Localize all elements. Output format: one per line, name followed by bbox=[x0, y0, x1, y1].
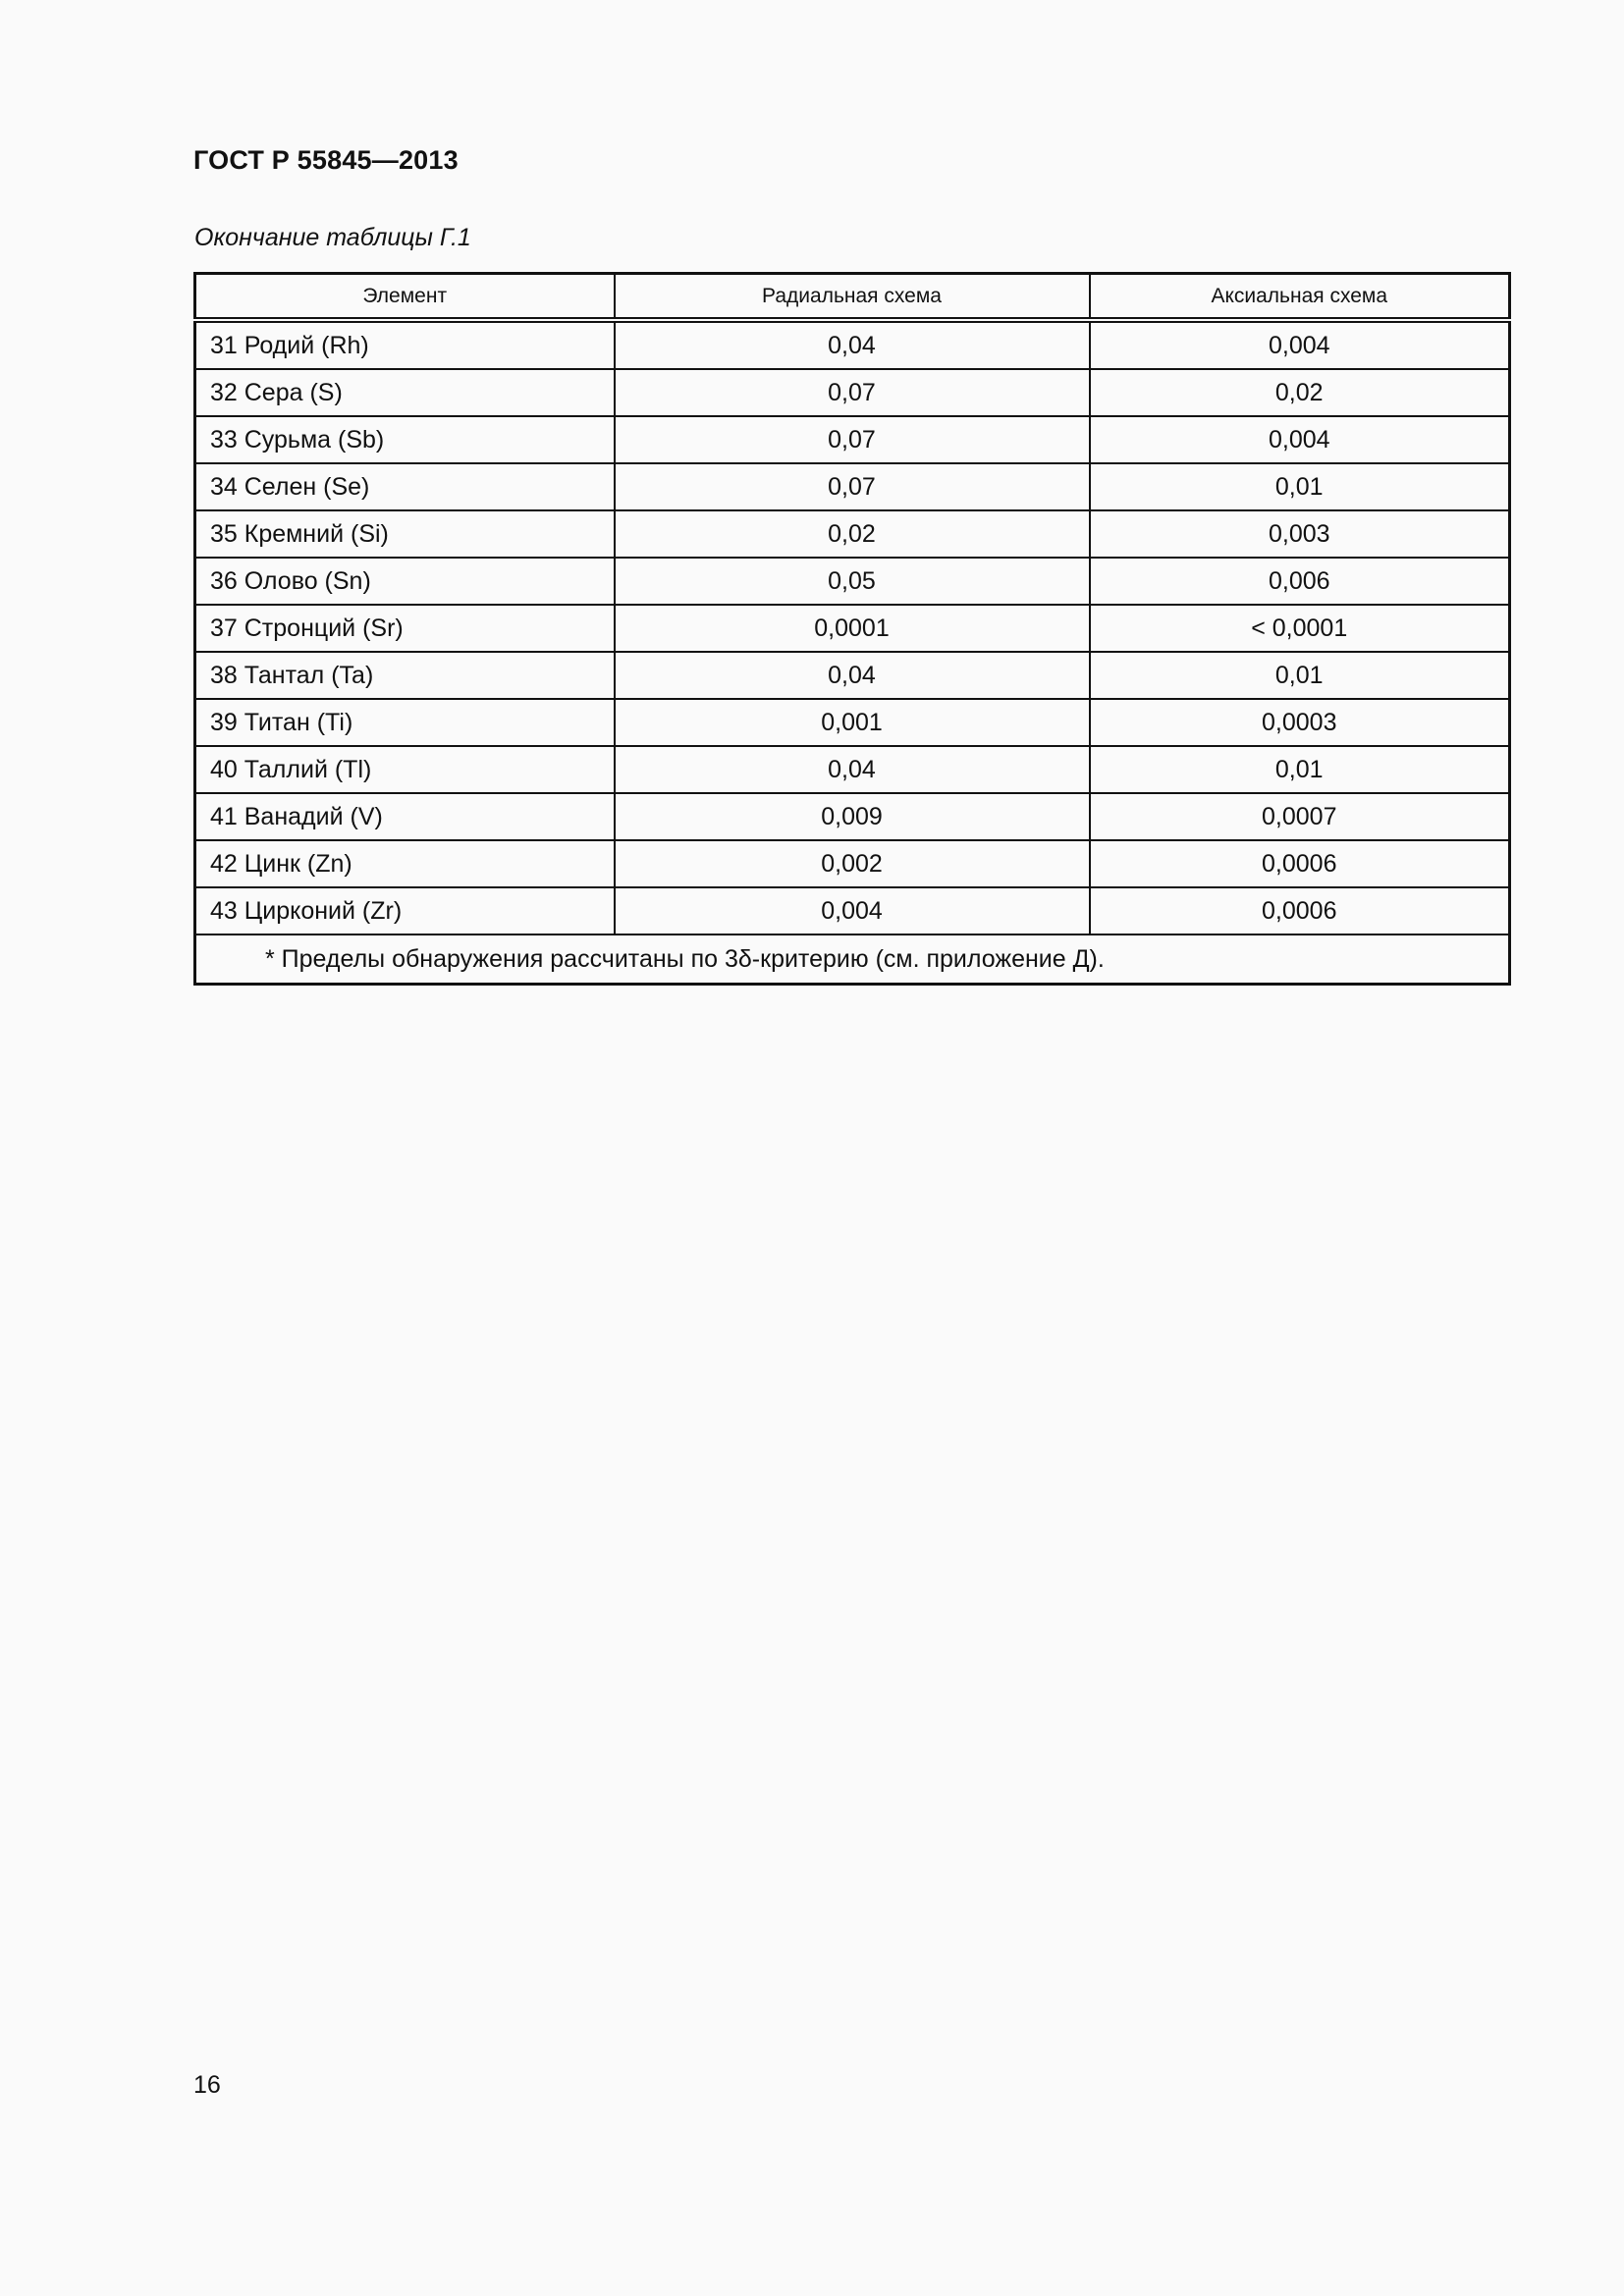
cell-axial: 0,01 bbox=[1090, 746, 1510, 793]
table-row bbox=[195, 699, 1510, 746]
table-row bbox=[195, 463, 1510, 510]
cell-element: 35 Кремний (Si) bbox=[195, 510, 615, 558]
cell-radial: 0,04 bbox=[615, 746, 1090, 793]
table-row bbox=[195, 605, 1510, 652]
cell-element: 33 Сурьма (Sb) bbox=[195, 416, 615, 463]
cell-radial: 0,07 bbox=[615, 416, 1090, 463]
cell-element: 34 Селен (Se) bbox=[195, 463, 615, 510]
cell-axial: 0,003 bbox=[1090, 510, 1510, 558]
cell-axial: 0,006 bbox=[1090, 558, 1510, 605]
cell-element: 37 Стронций (Sr) bbox=[195, 605, 615, 652]
cell-radial: 0,04 bbox=[615, 652, 1090, 699]
table-footnote: * Пределы обнаружения рассчитаны по 3δ-критерию (см. приложение Д). bbox=[195, 934, 1510, 985]
table-row bbox=[195, 840, 1510, 887]
cell-radial: 0,05 bbox=[615, 558, 1090, 605]
table-header-row bbox=[195, 274, 1510, 321]
cell-element: 41 Ванадий (V) bbox=[195, 793, 615, 840]
cell-element: 31 Родий (Rh) bbox=[195, 320, 615, 369]
cell-axial: 0,0006 bbox=[1090, 887, 1510, 934]
column-header-axial: Аксиальная схема bbox=[1090, 274, 1510, 321]
table-footnote-row bbox=[195, 934, 1510, 985]
cell-axial: 0,0007 bbox=[1090, 793, 1510, 840]
cell-axial: 0,004 bbox=[1090, 416, 1510, 463]
cell-axial: 0,02 bbox=[1090, 369, 1510, 416]
table-row bbox=[195, 887, 1510, 934]
cell-element: 38 Тантал (Ta) bbox=[195, 652, 615, 699]
table-row bbox=[195, 416, 1510, 463]
cell-axial: 0,01 bbox=[1090, 652, 1510, 699]
cell-radial: 0,07 bbox=[615, 463, 1090, 510]
cell-axial: 0,0003 bbox=[1090, 699, 1510, 746]
table-caption: Окончание таблицы Г.1 bbox=[194, 224, 471, 251]
cell-radial: 0,0001 bbox=[615, 605, 1090, 652]
table-row bbox=[195, 558, 1510, 605]
cell-element: 42 Цинк (Zn) bbox=[195, 840, 615, 887]
cell-radial: 0,07 bbox=[615, 369, 1090, 416]
cell-radial: 0,001 bbox=[615, 699, 1090, 746]
cell-radial: 0,004 bbox=[615, 887, 1090, 934]
cell-radial: 0,04 bbox=[615, 320, 1090, 369]
table-row bbox=[195, 652, 1510, 699]
cell-axial: 0,0006 bbox=[1090, 840, 1510, 887]
cell-radial: 0,02 bbox=[615, 510, 1090, 558]
table-row bbox=[195, 793, 1510, 840]
table-row bbox=[195, 510, 1510, 558]
cell-axial: 0,004 bbox=[1090, 320, 1510, 369]
cell-element: 40 Таллий (Tl) bbox=[195, 746, 615, 793]
document-id: ГОСТ Р 55845—2013 bbox=[193, 145, 459, 175]
cell-element: 32 Сера (S) bbox=[195, 369, 615, 416]
column-header-element: Элемент bbox=[195, 274, 615, 321]
cell-element: 39 Титан (Ti) bbox=[195, 699, 615, 746]
cell-axial: 0,01 bbox=[1090, 463, 1510, 510]
cell-element: 36 Олово (Sn) bbox=[195, 558, 615, 605]
cell-element: 43 Цирконий (Zr) bbox=[195, 887, 615, 934]
table-row bbox=[195, 369, 1510, 416]
cell-radial: 0,002 bbox=[615, 840, 1090, 887]
column-header-radial: Радиальная схема bbox=[615, 274, 1090, 321]
cell-axial: < 0,0001 bbox=[1090, 605, 1510, 652]
cell-radial: 0,009 bbox=[615, 793, 1090, 840]
detection-limits-table bbox=[193, 272, 1511, 986]
table-row bbox=[195, 320, 1510, 369]
page-number: 16 bbox=[193, 2071, 221, 2099]
table-row bbox=[195, 746, 1510, 793]
